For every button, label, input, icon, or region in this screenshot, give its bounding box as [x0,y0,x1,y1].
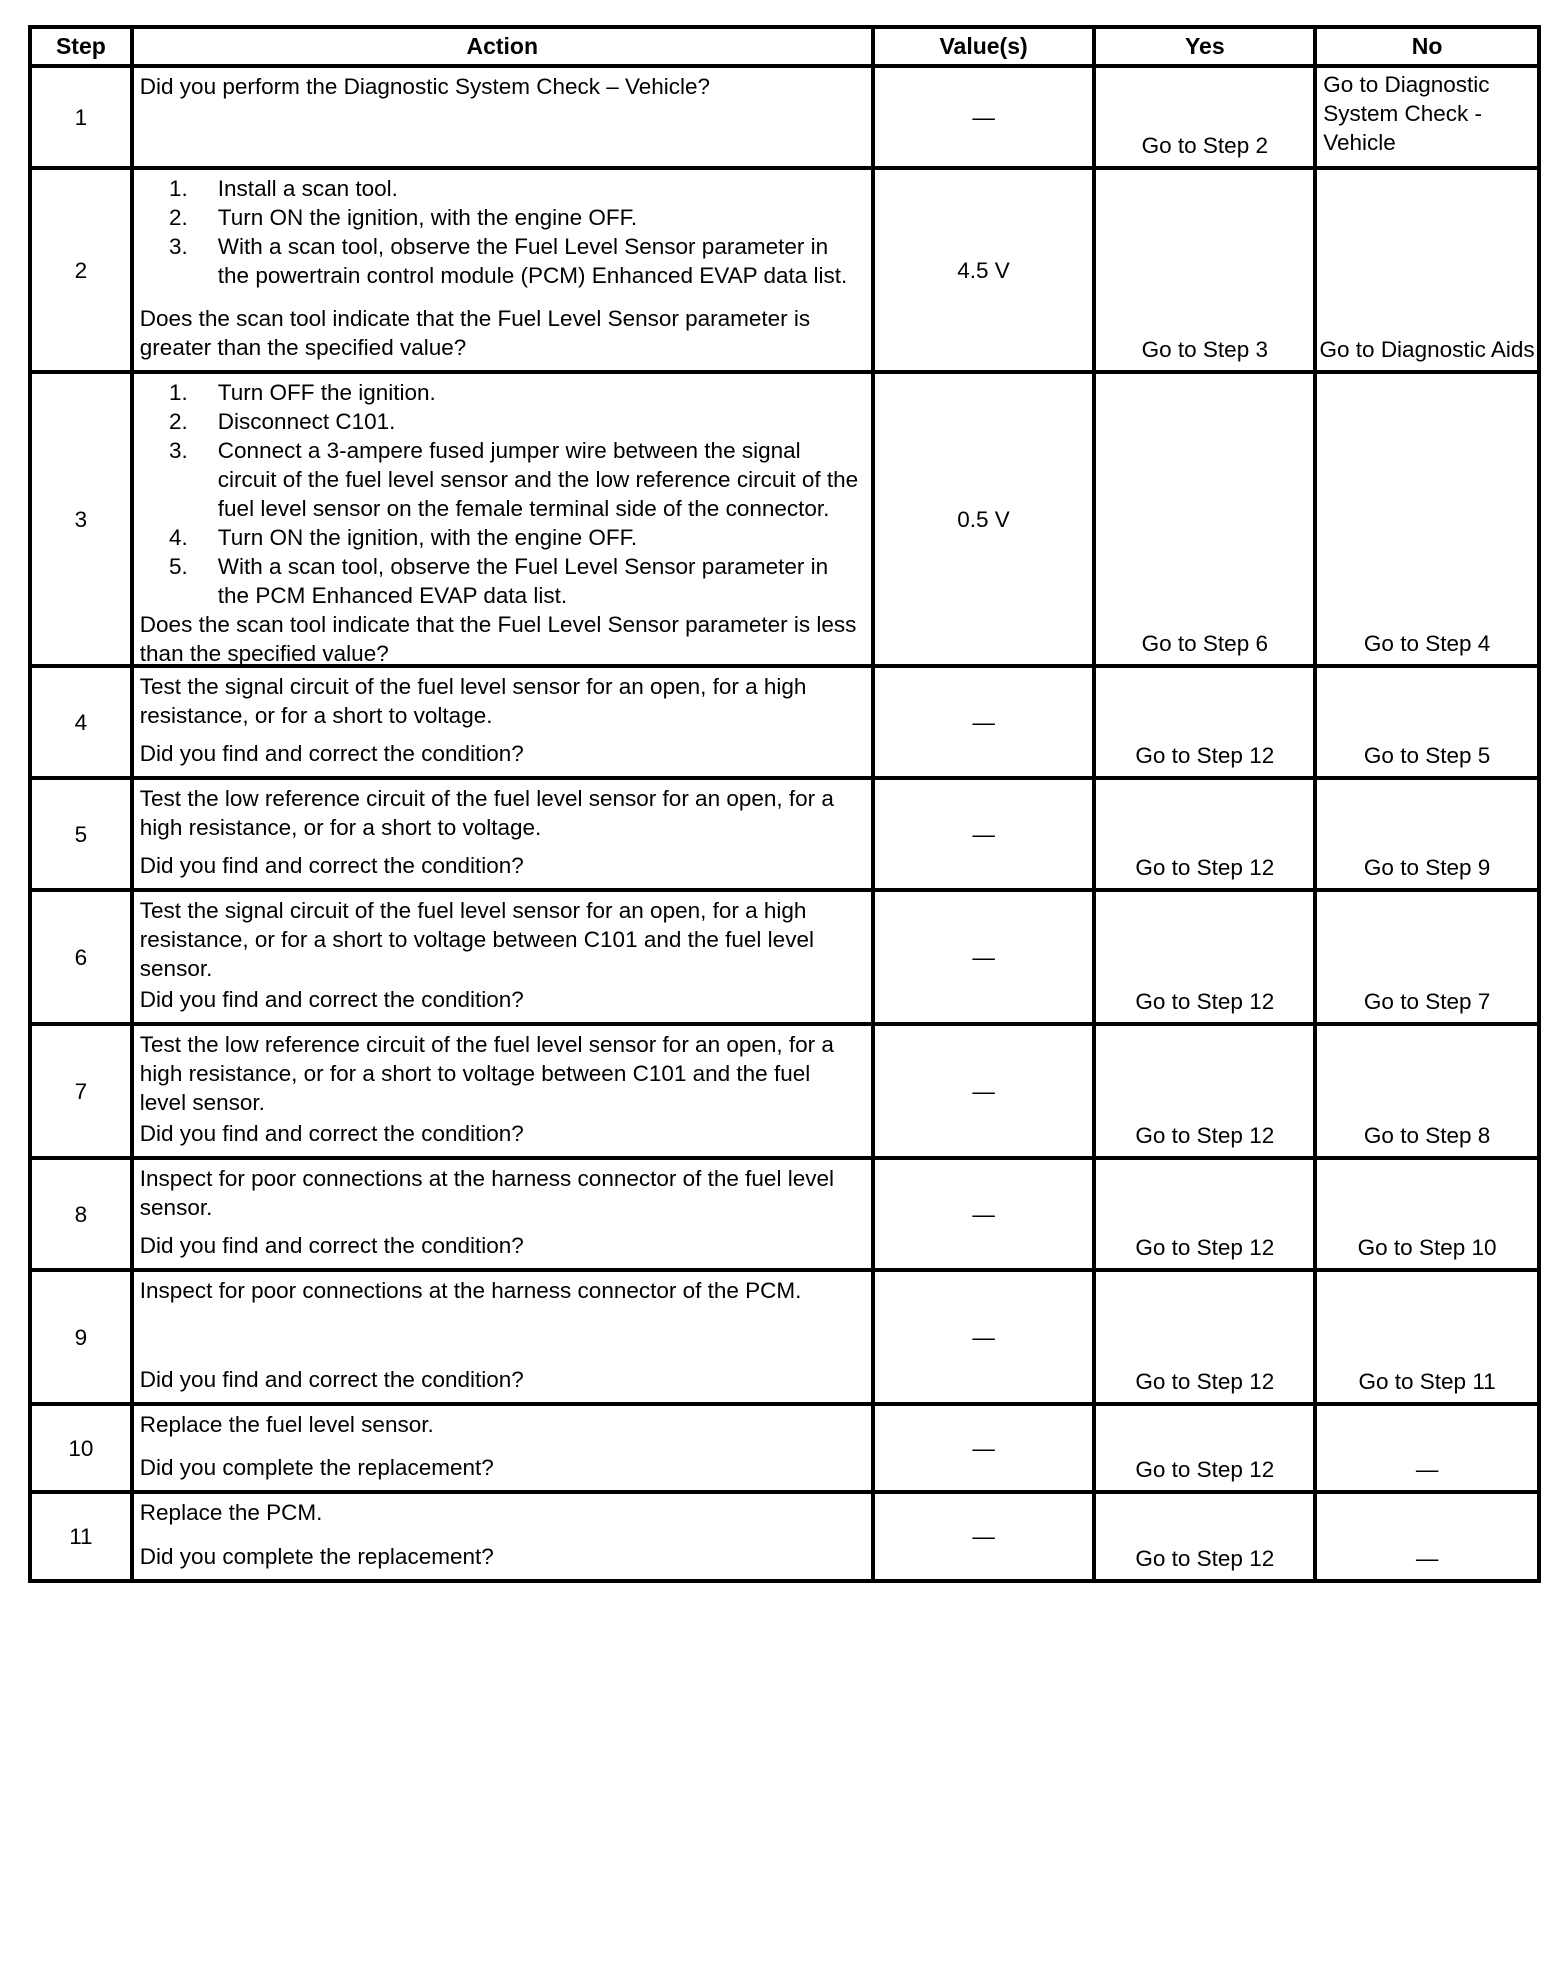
yes-link: Go to Step 12 [1135,1546,1275,1571]
list-item-number: 2. [169,409,188,434]
no-link: Go to Step 8 [1363,1123,1491,1148]
yes-cell [1094,1158,1315,1270]
action-text: Replace the PCM. [139,1500,323,1525]
header-action: Action [132,27,873,66]
no-cell [1315,1492,1539,1581]
yes-link: Go to Step 12 [1135,1123,1275,1148]
value-cell: — [873,1158,1095,1270]
list-item-number: 2. [169,205,188,230]
no-link: Go to Diagnostic Aids [1319,337,1535,362]
value-cell: 4.5 V [873,168,1095,372]
header-row [30,27,1539,66]
header-step: Step [30,27,132,66]
yes-cell [1094,890,1315,1024]
no-cell [1315,890,1539,1024]
table-row [30,1492,1539,1581]
list-item-number: 4. [169,525,188,550]
no-cell [1315,1024,1539,1158]
action-text: Replace the fuel level sensor. [139,1412,434,1437]
step-number: 5 [30,778,132,890]
step-number: 7 [30,1024,132,1158]
list-item-text: Install a scan tool. [217,176,398,201]
step-number: 11 [30,1492,132,1581]
no-cell [1315,1270,1539,1404]
list-item-text: Turn ON the ignition, with the engine OFF. [217,525,638,550]
list-item-number: 5. [169,554,188,579]
table-row [30,372,1539,666]
no-link: Go to Step 11 [1358,1369,1496,1394]
yes-link: Go to Step 6 [1141,631,1268,656]
step-number: 8 [30,1158,132,1270]
action-cell [132,666,873,778]
yes-cell [1094,778,1315,890]
action-text: Test the signal circuit of the fuel level sensor for an open, for a high resistance, or for a short to voltage. [139,674,807,728]
value-cell: — [873,1492,1095,1581]
action-text: Test the signal circuit of the fuel level sensor for an open, for a high resistance, or for a short to voltage between C101 and the fuel level sensor. [139,898,814,981]
yes-link: Go to Step 3 [1141,337,1268,362]
value-cell: 0.5 V [873,372,1095,666]
list-item-text: Connect a 3-ampere fused jumper wire between the signal circuit of the fuel level sensor and the low reference circuit of the fuel level sensor on the female terminal side of the connector. [217,438,859,521]
table-row [30,1404,1539,1492]
list-item [140,436,863,523]
no-cell [1315,372,1539,666]
action-question: Did you find and correct the condition? [139,987,524,1012]
no-link: Go to Diagnostic System Check - Vehicle [1323,72,1490,155]
action-question: Did you complete the replacement? [139,1544,494,1569]
yes-cell [1094,1270,1315,1404]
list-item [140,232,863,290]
action-cell [132,778,873,890]
no-cell [1315,778,1539,890]
diagnostic-table [28,25,1541,1583]
list-item-text: Disconnect C101. [217,409,396,434]
list-item [140,523,863,552]
action-question: Does the scan tool indicate that the Fuel Level Sensor parameter is greater than the specified value? [139,306,811,360]
table-row [30,890,1539,1024]
yes-cell [1094,372,1315,666]
value-cell: — [873,1404,1095,1492]
no-cell [1315,1158,1539,1270]
step-number: 2 [30,168,132,372]
yes-link: Go to Step 12 [1135,989,1275,1014]
yes-link: Go to Step 12 [1135,743,1275,768]
action-cell [132,890,873,1024]
yes-link: Go to Step 12 [1135,855,1275,880]
yes-cell [1094,1492,1315,1581]
yes-link: Go to Step 12 [1135,1369,1275,1394]
action-question: Did you find and correct the condition? [139,853,524,878]
action-question: Did you find and correct the condition? [139,1367,524,1392]
table-row [30,1024,1539,1158]
action-text: Test the low reference circuit of the fuel level sensor for an open, for a high resistance, or for a short to voltage between C101 and the fuel level sensor. [139,1032,834,1115]
list-item-number: 3. [169,438,188,463]
action-cell [132,1404,873,1492]
list-item [140,378,863,407]
yes-link: Go to Step 12 [1135,1235,1275,1260]
header-yes: Yes [1094,27,1315,66]
yes-cell [1094,666,1315,778]
yes-cell [1094,1404,1315,1492]
value-cell: — [873,778,1095,890]
no-cell [1315,1404,1539,1492]
header-values: Value(s) [873,27,1095,66]
list-item-text: Turn ON the ignition, with the engine OFF. [217,205,638,230]
no-link: Go to Step 9 [1363,855,1491,880]
header-no: No [1315,27,1539,66]
no-link: — [1415,1457,1439,1482]
list-item [140,552,863,610]
list-item [140,407,863,436]
step-number: 6 [30,890,132,1024]
yes-link: Go to Step 12 [1135,1457,1275,1482]
list-item-number: 1. [169,176,188,201]
action-question: Did you complete the replacement? [139,1455,494,1480]
no-cell [1315,168,1539,372]
action-cell [132,66,873,168]
no-cell [1315,666,1539,778]
step-number: 9 [30,1270,132,1404]
no-link: Go to Step 10 [1357,1235,1497,1260]
step-number: 3 [30,372,132,666]
action-cell [132,168,873,372]
action-text: Test the low reference circuit of the fuel level sensor for an open, for a high resistance, or for a short to voltage. [139,786,834,840]
list-item-text: Turn OFF the ignition. [217,380,436,405]
list-item-number: 1. [169,380,188,405]
action-steps-list [140,378,863,610]
action-cell [132,1492,873,1581]
action-text: Inspect for poor connections at the harness connector of the fuel level sensor. [139,1166,834,1220]
table-row [30,778,1539,890]
yes-cell [1094,66,1315,168]
list-item-text: With a scan tool, observe the Fuel Level Sensor parameter in the PCM Enhanced EVAP data list. [217,554,829,608]
action-cell [132,372,873,666]
value-cell: — [873,890,1095,1024]
action-text: Inspect for poor connections at the harness connector of the PCM. [139,1278,802,1303]
action-question: Does the scan tool indicate that the Fuel Level Sensor parameter is less than the specified value? [139,612,857,666]
list-item [140,174,863,203]
list-item-text: With a scan tool, observe the Fuel Level Sensor parameter in the powertrain control module (PCM) Enhanced EVAP data list. [217,234,848,288]
list-item-number: 3. [169,234,188,259]
action-cell [132,1270,873,1404]
yes-cell [1094,1024,1315,1158]
step-number: 10 [30,1404,132,1492]
table-row [30,1270,1539,1404]
step-number: 1 [30,66,132,168]
no-link: Go to Step 4 [1363,631,1491,656]
table-row [30,1158,1539,1270]
table-row [30,666,1539,778]
step-number: 4 [30,666,132,778]
action-text: Did you perform the Diagnostic System Check – Vehicle? [139,74,711,99]
value-cell: — [873,66,1095,168]
diagnostic-table-container [28,25,1541,1583]
no-link: Go to Step 5 [1363,743,1491,768]
table-row [30,66,1539,168]
list-item [140,203,863,232]
action-question: Did you find and correct the condition? [139,1121,524,1146]
action-cell [132,1158,873,1270]
action-cell [132,1024,873,1158]
action-question: Did you find and correct the condition? [139,741,524,766]
yes-link: Go to Step 2 [1141,133,1268,158]
yes-cell [1094,168,1315,372]
no-link: Go to Step 7 [1363,989,1491,1014]
no-cell [1315,66,1539,168]
table-row [30,168,1539,372]
value-cell: — [873,666,1095,778]
action-question: Did you find and correct the condition? [139,1233,524,1258]
no-link: — [1415,1546,1439,1571]
value-cell: — [873,1270,1095,1404]
value-cell: — [873,1024,1095,1158]
action-steps-list [140,174,863,290]
